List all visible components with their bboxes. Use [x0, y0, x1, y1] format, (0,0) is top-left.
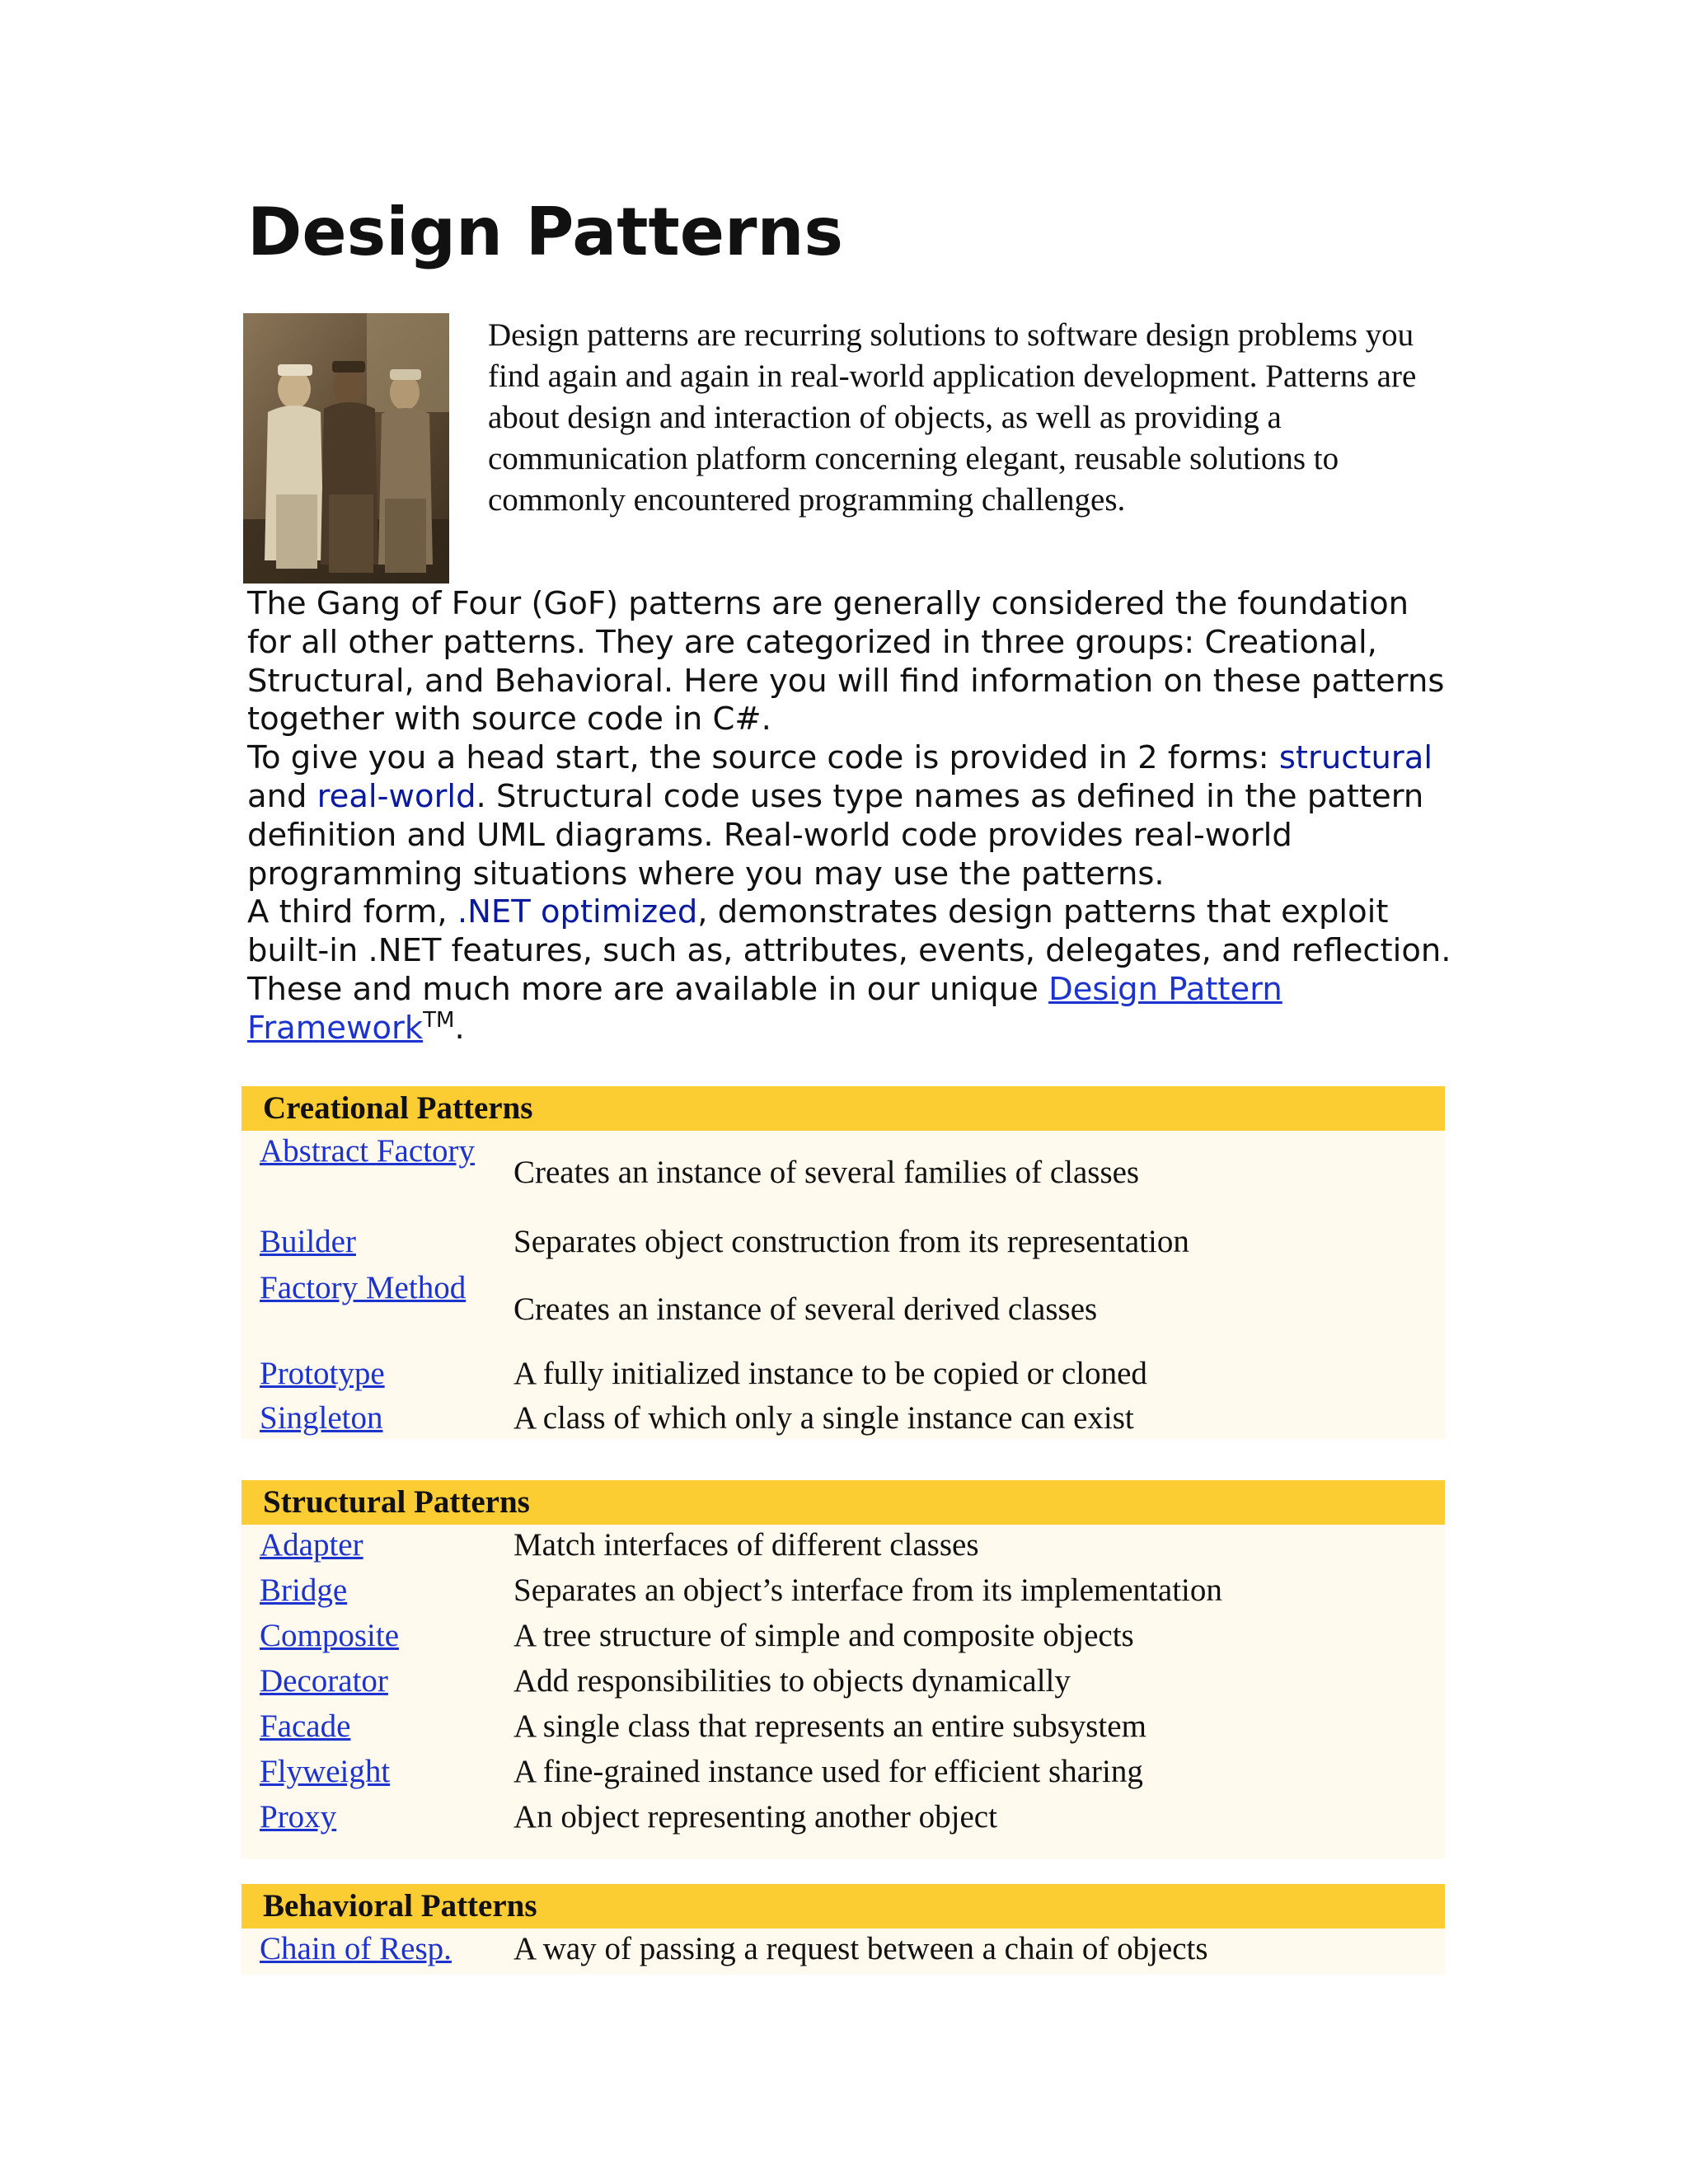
- pattern-description: Separates an object’s interface from its implementation: [513, 1572, 1222, 1608]
- pattern-description: Creates an instance of several derived classes: [513, 1291, 1098, 1327]
- adapter-link[interactable]: Adapter: [260, 1527, 363, 1563]
- pattern-description: A way of passing a request between a chain of objects: [513, 1931, 1208, 1966]
- real-world-link[interactable]: real-world: [316, 777, 476, 815]
- table-row: [241, 1221, 1445, 1268]
- text-segment: , demonstrates design patterns that exploit built-in .NET features, such as, attributes, events, delegates, and reflection. These and much more are available in our unique: [247, 893, 1451, 1008]
- text-segment: .: [454, 1009, 465, 1047]
- facade-link[interactable]: Facade: [260, 1708, 351, 1744]
- structural-link[interactable]: structural: [1278, 739, 1433, 777]
- flyweight-link[interactable]: Flyweight: [260, 1754, 391, 1789]
- pattern-name: [241, 1661, 505, 1702]
- text-segment: To give you a head start, the source code is provided in 2 forms:: [247, 739, 1279, 777]
- pattern-name: [241, 1706, 505, 1747]
- structural-patterns-table: [241, 1480, 1445, 1859]
- pattern-name: [241, 1797, 505, 1838]
- pattern-description: A single class that represents an entire subsystem: [513, 1708, 1146, 1744]
- proxy-link[interactable]: Proxy: [260, 1799, 337, 1835]
- singleton-link[interactable]: Singleton: [260, 1400, 383, 1436]
- table-header: Behavioral Patterns: [241, 1884, 1445, 1929]
- pattern-description: Add responsibilities to objects dynamically: [513, 1663, 1071, 1699]
- table-header: Structural Patterns: [241, 1480, 1445, 1525]
- paragraph-third-form: [247, 893, 1459, 1047]
- pattern-name: [241, 1929, 505, 1970]
- chain-of-responsibility-link[interactable]: Chain of Resp.: [260, 1931, 452, 1966]
- gang-of-four-photo: [243, 313, 449, 583]
- body-text: [247, 585, 1459, 1048]
- behavioral-patterns-table: [241, 1884, 1445, 1975]
- pattern-name: [241, 1525, 505, 1566]
- pattern-description: Separates object construction from its representation: [513, 1224, 1189, 1259]
- table-row: [241, 1131, 1445, 1221]
- table-row: [241, 1615, 1445, 1661]
- pattern-name: [241, 1398, 505, 1439]
- pattern-name: [241, 1353, 505, 1394]
- page-title: Design Patterns: [247, 194, 844, 270]
- creational-patterns-table: [241, 1086, 1445, 1439]
- paragraph-forms: [247, 739, 1459, 893]
- table-row: [241, 1706, 1445, 1751]
- trademark-mark: TM: [423, 1007, 455, 1033]
- pattern-description: An object representing another object: [513, 1799, 997, 1835]
- pattern-description: A class of which only a single instance can exist: [513, 1400, 1134, 1436]
- bridge-link[interactable]: Bridge: [260, 1572, 348, 1608]
- pattern-name: [241, 1221, 505, 1263]
- pattern-description: A fine-grained instance used for efficient sharing: [513, 1754, 1143, 1789]
- pattern-name: [241, 1615, 505, 1657]
- pattern-name: [241, 1268, 505, 1309]
- abstract-factory-link[interactable]: Abstract Factory: [260, 1133, 476, 1169]
- paragraph-gof: The Gang of Four (GoF) patterns are generally considered the foundation for all other patterns. They are categorized in three groups: Creational, Structural, and Behavioral. Here you will find information on these patterns together with source code in C#.: [247, 585, 1445, 738]
- table-header: Creational Patterns: [241, 1086, 1445, 1131]
- intro-paragraph: Design patterns are recurring solutions to software design problems you find again and again in real-world application development. Patterns are about design and interaction of objects, as well as providing a communication platform concerning elegant, reusable solutions to commonly encountered programming challenges.: [488, 317, 1417, 518]
- text-segment: and: [247, 777, 317, 815]
- pattern-name: [241, 1751, 505, 1793]
- table-row: [241, 1525, 1445, 1570]
- pattern-description: A tree structure of simple and composite objects: [513, 1618, 1134, 1653]
- net-optimized-link[interactable]: .NET optimized: [457, 893, 698, 931]
- table-row: [241, 1797, 1445, 1842]
- text-segment: . Structural code uses type names as defined in the pattern definition and UML diagrams. Real-world code provides real-world programming situations where you may use the patterns.: [247, 777, 1424, 893]
- table-row: [241, 1353, 1445, 1398]
- decorator-link[interactable]: Decorator: [260, 1663, 388, 1699]
- design-pattern-framework-link[interactable]: Design Pattern Framework: [247, 970, 1282, 1047]
- composite-link[interactable]: Composite: [260, 1618, 400, 1653]
- table-row: [241, 1751, 1445, 1797]
- table-row: [241, 1268, 1445, 1353]
- table-row: [241, 1929, 1445, 1975]
- table-row: [241, 1398, 1445, 1442]
- text-segment: A third form,: [247, 893, 457, 931]
- table-row: [241, 1570, 1445, 1615]
- pattern-description: A fully initialized instance to be copied or cloned: [513, 1356, 1147, 1391]
- factory-method-link[interactable]: Factory Method: [260, 1270, 467, 1305]
- pattern-name: [241, 1570, 505, 1611]
- builder-link[interactable]: Builder: [260, 1224, 356, 1259]
- pattern-description: Match interfaces of different classes: [513, 1527, 979, 1563]
- table-row: [241, 1661, 1445, 1706]
- pattern-description: Creates an instance of several families of classes: [513, 1155, 1140, 1190]
- pattern-name: [241, 1131, 505, 1172]
- prototype-link[interactable]: Prototype: [260, 1356, 385, 1391]
